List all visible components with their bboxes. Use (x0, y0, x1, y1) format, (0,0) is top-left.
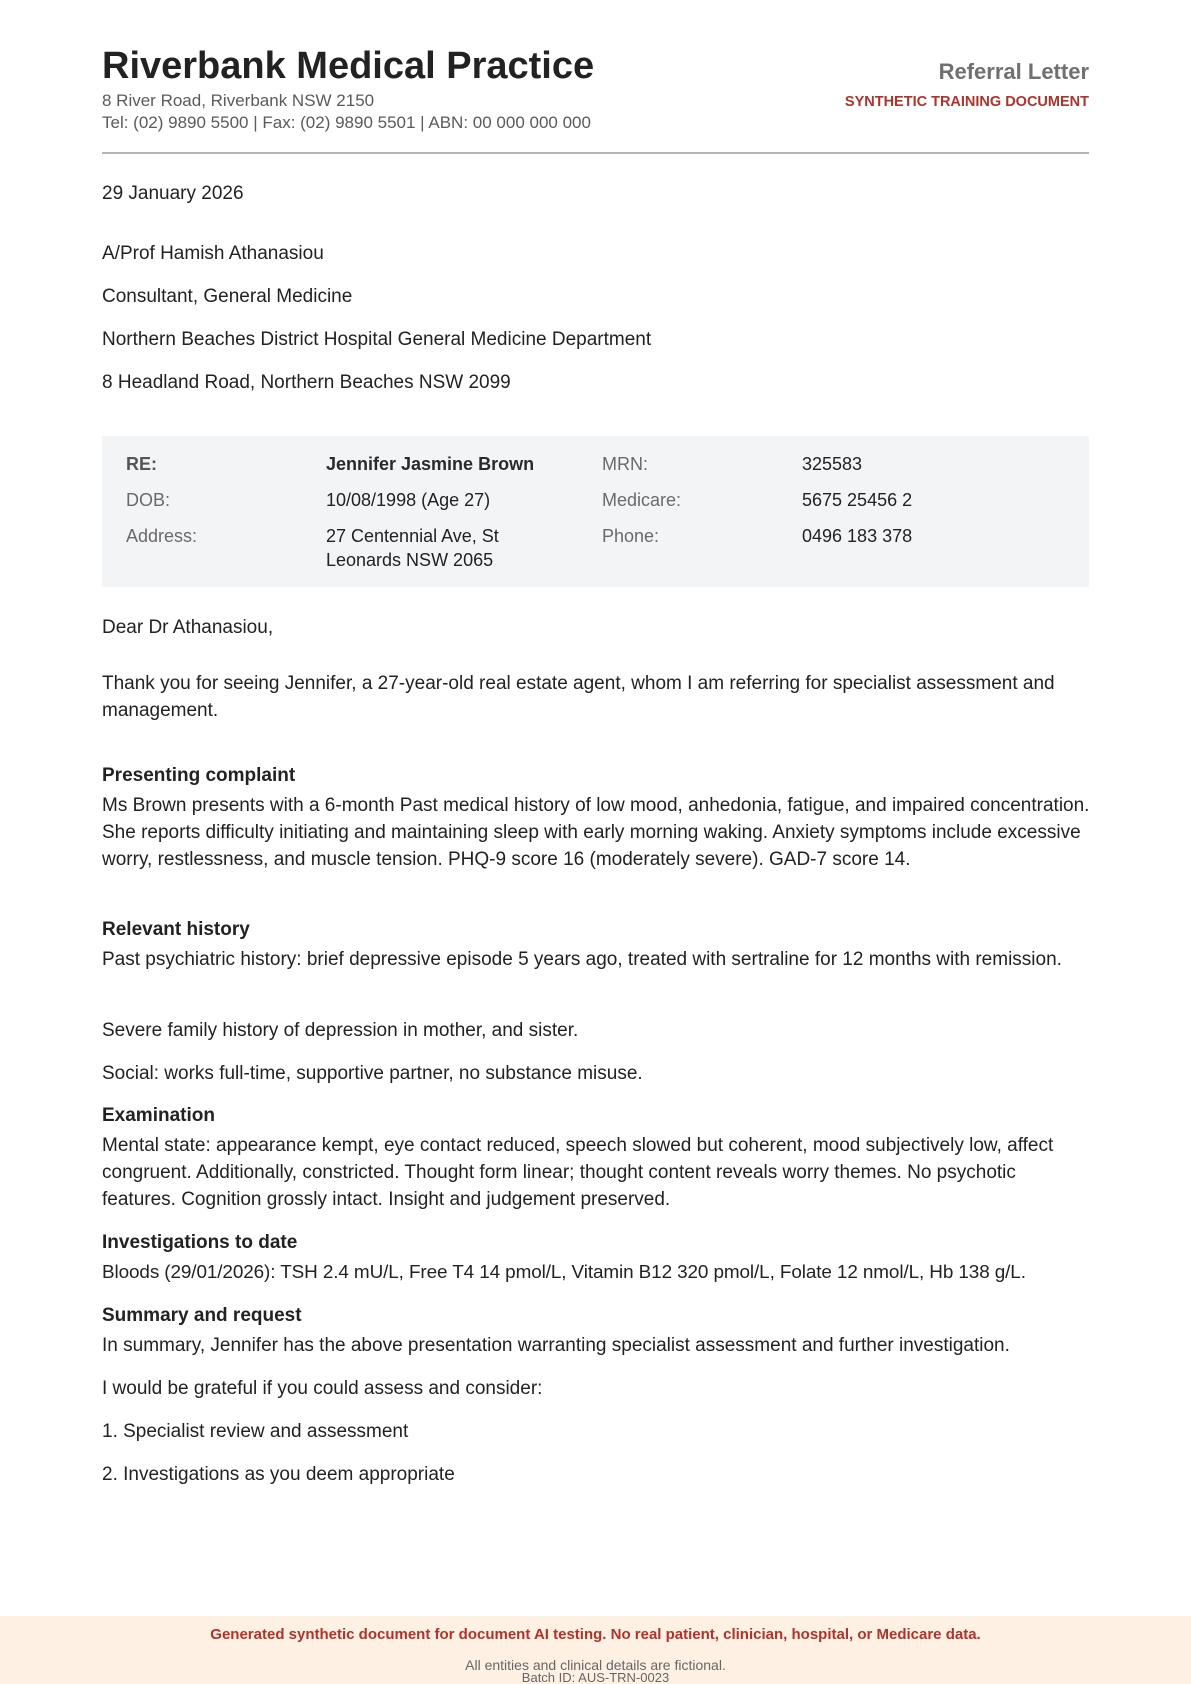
salutation: Dear Dr Athanasiou, (102, 617, 274, 638)
patient-name: Jennifer Jasmine Brown (326, 454, 535, 474)
recipient-organisation: Northern Beaches District Hospital General Medicine Department (102, 329, 652, 350)
medicare-label: Medicare: (602, 490, 682, 510)
request-item: 2. Investigations as you deem appropriate (102, 1464, 455, 1485)
dob-label: DOB: (126, 490, 171, 510)
address-label: Address: (126, 526, 198, 546)
footer-warning: Generated synthetic document for document AI testing. No real patient, clinician, hospital, or Medicare data. (210, 1626, 981, 1643)
dob-value: 10/08/1998 (Age 27) (326, 490, 491, 510)
document-type: Referral Letter (938, 59, 1089, 84)
family-history: Severe family history of depression in mother, and sister. (102, 1020, 579, 1041)
synthetic-label: SYNTHETIC TRAINING DOCUMENT (844, 94, 1089, 110)
medicare-value: 5675 25456 2 (802, 490, 913, 510)
phone-label: Phone: (602, 526, 660, 546)
recipient-address: 8 Headland Road, Northern Beaches NSW 2099 (102, 372, 511, 393)
patient-address-line2: Leonards NSW 2065 (326, 550, 494, 570)
recipient-name: A/Prof Hamish Athanasiou (102, 243, 324, 264)
practice-name: Riverbank Medical Practice (102, 45, 595, 87)
summary-heading: Summary and request (102, 1305, 302, 1326)
examination-body: Mental state: appearance kempt, eye contact reduced, speech slowed but coherent, mood subjectively low, affect congruent. Additionally, constricted. Thought form linear; thought content reveals worry themes. No psychotic features. Cognition grossly intact. Insight and judgement preserved. (102, 1135, 1054, 1210)
presenting-complaint-heading: Presenting complaint (102, 765, 296, 786)
footer-batch-id: Batch ID: AUS-TRN-0023 (521, 1670, 670, 1684)
letterhead (102, 44, 1089, 154)
investigations-heading: Investigations to date (102, 1232, 298, 1253)
practice-address: 8 River Road, Riverbank NSW 2150 (102, 91, 375, 110)
relevant-history-heading: Relevant history (102, 919, 250, 940)
footer-fiction-note: All entities and clinical details are fictional. (465, 1657, 726, 1673)
psychiatric-history: Past psychiatric history: brief depressive episode 5 years ago, treated with sertraline for 12 months with remission. (102, 949, 1062, 970)
recipient-title: Consultant, General Medicine (102, 286, 353, 307)
practice-contact: Tel: (02) 9890 5500 | Fax: (02) 9890 5501 | ABN: 00 000 000 000 (102, 113, 591, 132)
phone-value: 0496 183 378 (802, 526, 913, 546)
request-intro: I would be grateful if you could assess and consider: (102, 1378, 543, 1399)
synthetic-footer (0, 1616, 1191, 1684)
social-history: Social: works full-time, supportive partner, no substance misuse. (102, 1063, 643, 1084)
examination-heading: Examination (102, 1105, 215, 1126)
re-label: RE: (126, 454, 157, 474)
mrn-value: 325583 (802, 454, 863, 474)
investigations-body: Bloods (29/01/2026): TSH 2.4 mU/L, Free T4 14 pmol/L, Vitamin B12 320 pmol/L, Folate 12 nmol/L, Hb 138 g/L. (102, 1262, 1026, 1283)
request-item: 1. Specialist review and assessment (102, 1421, 409, 1442)
letter-date: 29 January 2026 (102, 183, 244, 204)
patient-address-line1: 27 Centennial Ave, St (326, 526, 499, 546)
patient-details-box (102, 436, 1089, 587)
intro-paragraph: Thank you for seeing Jennifer, a 27-year-old real estate agent, whom I am referring for specialist assessment and management. (102, 673, 1055, 721)
presenting-complaint-body: Ms Brown presents with a 6-month Past medical history of low mood, anhedonia, fatigue, and impaired concentration. She reports difficulty initiating and maintaining sleep with early morning waking. Anxiety symptoms include excessive worry, restlessness, and muscle tension. PHQ-9 score 16 (moderately severe). GAD-7 score 14. (102, 795, 1090, 870)
mrn-label: MRN: (602, 454, 648, 474)
summary-body: In summary, Jennifer has the above presentation warranting specialist assessment and further investigation. (102, 1335, 1010, 1356)
